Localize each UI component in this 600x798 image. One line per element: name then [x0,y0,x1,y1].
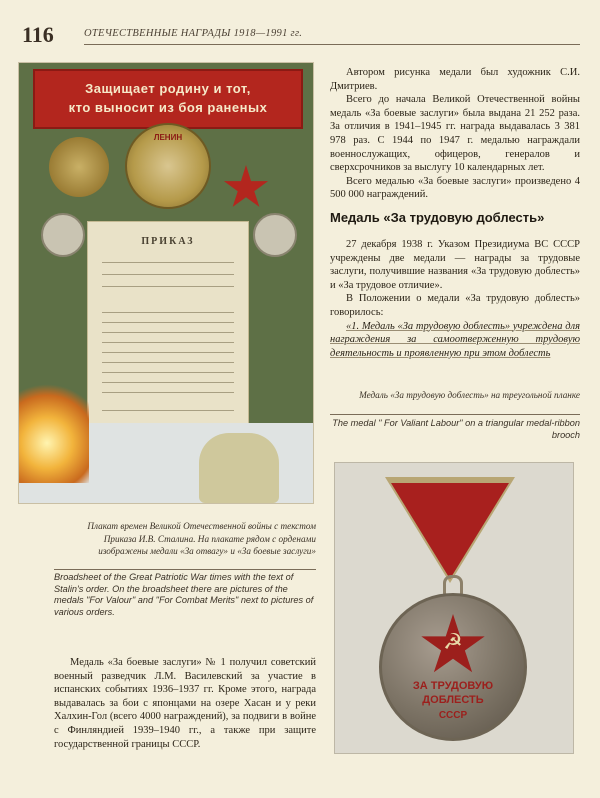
right-column-section [330,238,580,360]
caption-rule-right [330,414,580,415]
caption-rule-left [54,569,316,570]
right-column-top [330,66,580,202]
paragraph-artist: Автором рисунка медали был художник С.И. Дмитриев. [330,67,580,92]
explosion-fire [19,383,89,483]
medal-text-line2: ДОБЛЕСТЬ [422,694,484,706]
header-rule [84,44,580,45]
medal-photo [334,462,574,754]
paragraph-total-awards: Всего медалью «За боевые заслуги» произведено 4 500 000 награждений. [330,175,580,201]
medal-text-line1: ЗА ТРУДОВУЮ [412,680,494,692]
medal-caption-ru: Медаль «За трудовую доблесть» на треугольной планке [359,390,580,400]
poster-caption-en: Broadsheet of the Great Patriotic War times with the text of Stalin's order. On the broadsheet there are pictures of the medals "For Valour" and "For Combat Merits" next to pictures of various orders. [54,572,314,617]
poster-banner-line1: Защищает родину и тот, [85,81,251,96]
medal-text-line3: СССР [438,710,468,721]
poster-caption-ru: Плакат времен Великой Отечественной войны с текстом Приказа И.В. Сталина. На плакате рядом с орденами изображены медали «За отвагу» и «За боевые заслуги» [87,521,316,556]
page-number: 116 [22,22,54,47]
poster-order-document [87,221,249,433]
lenin-order-badge [125,123,211,209]
poster-banner-line2: кто выносит из боя раненых [68,100,268,115]
regulation-quote: «1. Медаль «За трудовую доблесть» учреждена для награждения за самоотверженную трудовую деятельность и проявленную при этом доблесть [330,320,580,359]
lenin-label: ЛЕНИН [153,133,183,142]
medal-combat-merits-icon [253,213,297,257]
poster-banner [33,69,303,129]
left-body-paragraph: Медаль «За боевые заслуги» № 1 получил советский военный разведчик Л.М. Василевский за участие в испанских событиях 1936–1937 гг. Кроме этого, награда выдавалась за бои с японцами на озере Хасан и у реки Халхин-Гол (всего 4000 награждений), за подвиги в войне с Финляндией 1939–1940 гг., а также при защите государственной границы СССР. [54,657,316,750]
medal-for-valour-icon [41,213,85,257]
paragraph-regulation: В Положении о медали «За трудовую доблесть» говорилось: [330,293,580,318]
soldier-figure [199,433,279,503]
order-badge-left [49,137,109,197]
running-title: ОТЕЧЕСТВЕННЫЕ НАГРАДЫ 1918—1991 гг. [84,28,303,39]
red-star-order-icon [223,165,269,211]
valiant-labour-medal [379,593,527,741]
medal-caption-en: The medal " For Valiant Labour" on a triangular medal-ribbon brooch [332,418,580,440]
red-ribbon [391,483,509,579]
wartime-poster-image [18,62,314,504]
paragraph-award-stats: Всего до начала Великой Отечественной войны медаль «За боевые заслуги» была выдана 21 252 раза. За отличия в 1941–1945 гг. награда выдавалась 3 381 978 раз. С 1944 по 1947 г. медалью награждали военнослужащих, офицеров, генералов и сверхсрочников за выслугу 10 календарных лет. [330,94,580,174]
section-heading: Медаль «За трудовую доблесть» [330,210,545,225]
paragraph-decree: 27 декабря 1938 г. Указом Президиума ВС СССР учреждены две медали — награды за трудовые заслуги, получившие названия «За трудовую доблесть» и «За трудовое отличие». [330,239,580,291]
hammer-sickle-icon: ☭ [443,630,463,655]
order-title: ПРИКАЗ [141,236,195,247]
